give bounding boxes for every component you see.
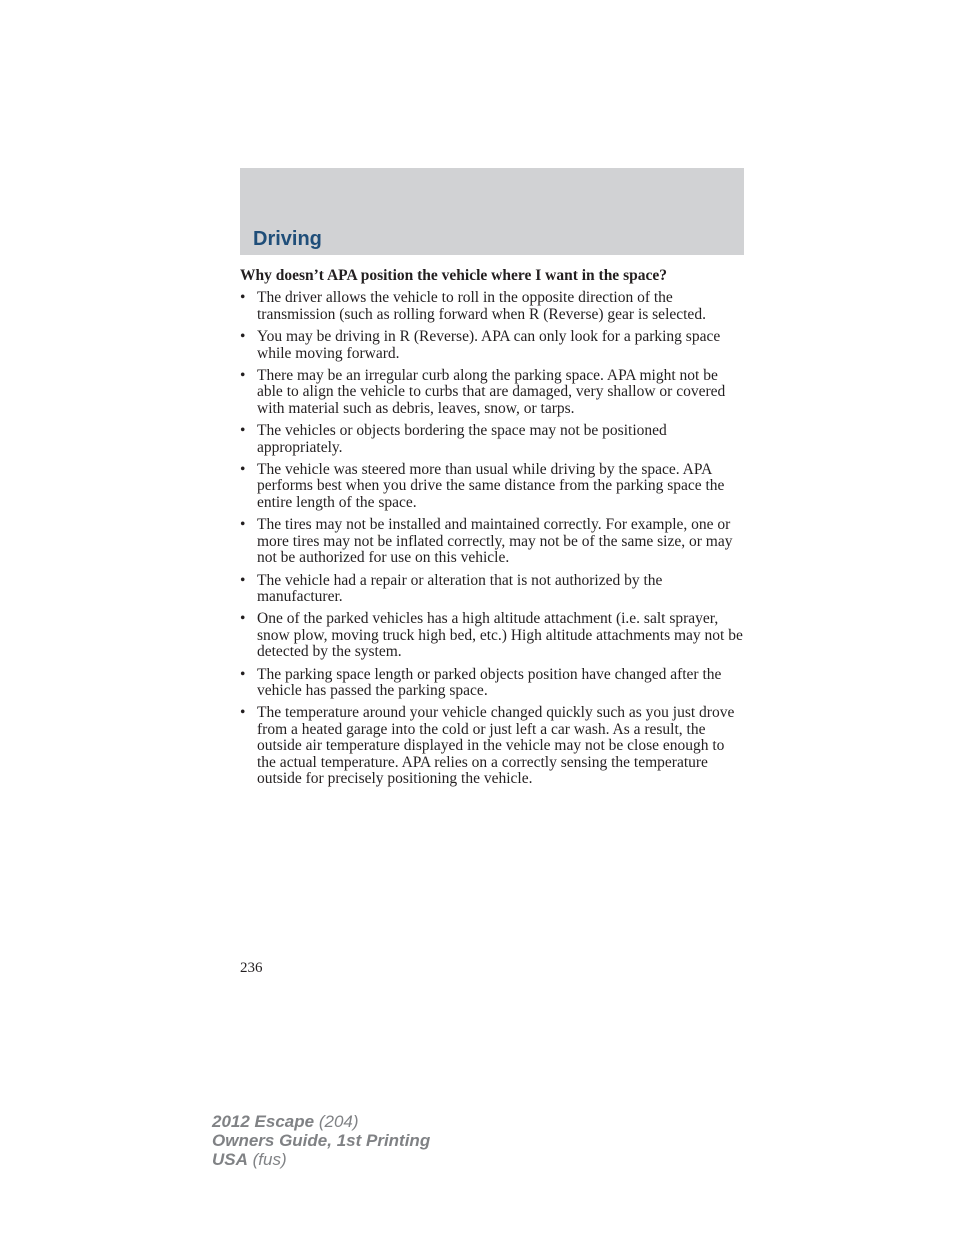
section-title: Driving [253,228,322,250]
footer-market: USA [212,1150,248,1169]
bullet-list [240,290,746,787]
list-item [240,517,746,566]
bullet-icon: • [240,571,246,589]
footer-model-code: (204) [318,1112,359,1131]
list-item-text: The vehicle had a repair or alteration that is not authorized by the manufacturer. [257,571,663,605]
list-item [240,462,746,511]
section-header-band [240,168,744,255]
page-content [240,268,746,793]
list-item-text: The driver allows the vehicle to roll in the opposite direction of the transmission (such as rolling forward when R (Reverse) gear is selected. [257,289,706,323]
list-item [240,423,746,456]
list-item [240,611,746,660]
bullet-icon: • [240,516,246,534]
list-item-text: The vehicle was steered more than usual while driving by the space. APA performs best when you drive the same distance from the parking space the entire length of the space. [257,461,725,511]
footer-line-guide [212,1131,430,1150]
footer-model: 2012 Escape [212,1112,315,1131]
list-item-text: The vehicles or objects bordering the space may not be positioned appropriately. [257,422,667,456]
list-item [240,667,746,700]
bullet-icon: • [240,367,246,385]
footer-print-info [212,1112,430,1169]
list-item [240,290,746,323]
page-number: 236 [240,960,263,976]
list-item-text: The temperature around your vehicle changed quickly such as you just drove from a heated garage into the cold or just left a car wash. As a result, the outside air temperature displayed in the vehicle may not be close enough to the actual temperature. APA relies on a correctly sensing the temperature outside for precisely positioning the vehicle. [257,704,735,787]
list-item [240,368,746,417]
list-item [240,573,746,606]
list-item-text: You may be driving in R (Reverse). APA can only look for a parking space while moving forward. [257,328,721,362]
list-item-text: The tires may not be installed and maintained correctly. For example, one or more tires may not be inflated correctly, may not be of the same size, or may not be authorized for use on this vehicle. [257,516,733,567]
bullet-icon: • [240,610,246,628]
bullet-icon: • [240,665,246,683]
list-item-text: The parking space length or parked objects position have changed after the vehicle has passed the parking space. [257,665,722,699]
bullet-icon: • [240,328,246,346]
bullet-icon: • [240,704,246,722]
bullet-icon: • [240,289,246,307]
footer-guide: Owners Guide, 1st Printing [212,1131,431,1150]
footer-line-market [212,1150,430,1169]
bullet-icon: • [240,422,246,440]
list-item [240,329,746,362]
list-item-text: One of the parked vehicles has a high altitude attachment (i.e. salt sprayer, snow plow, moving truck high bed, etc.) High altitude attachments may not be detected by the system. [257,610,743,661]
bullet-icon: • [240,461,246,479]
list-item [240,705,746,787]
question-heading: Why doesn’t APA position the vehicle where I want in the space? [240,267,667,284]
list-item-text: There may be an irregular curb along the parking space. APA might not be able to align the vehicle to curbs that are damaged, very shallow or covered with material such as debris, leaves, snow, or tarps. [257,367,726,417]
footer-market-code: (fus) [252,1150,287,1169]
footer-line-model [212,1112,430,1131]
